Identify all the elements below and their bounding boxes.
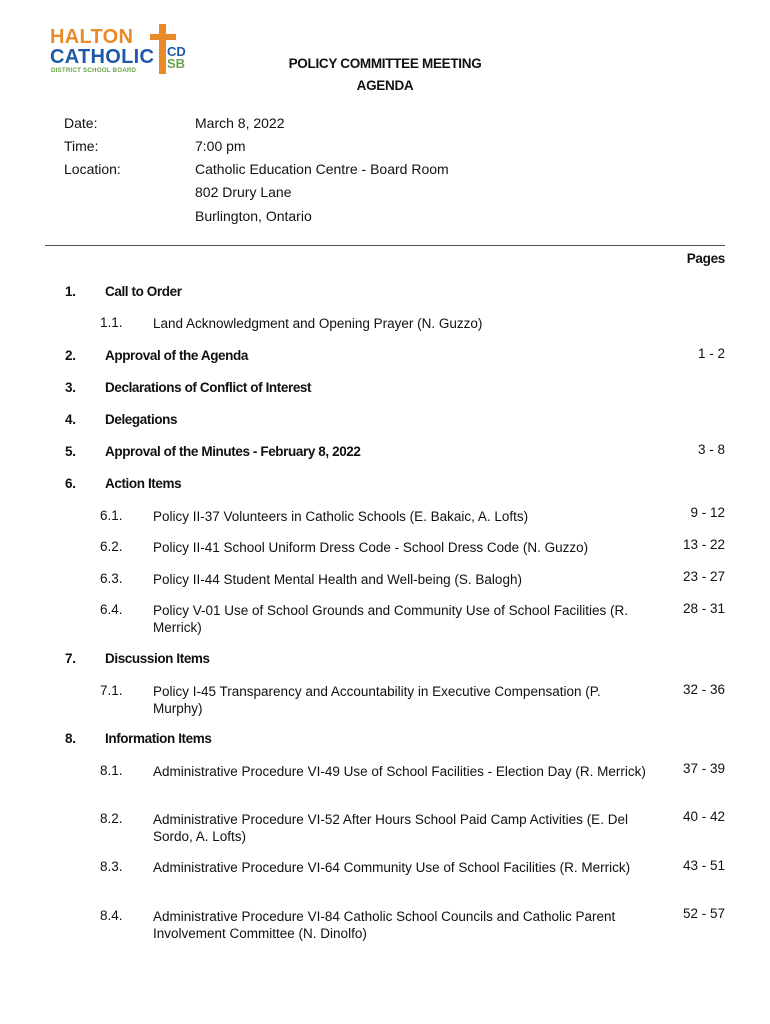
- board-logo: [50, 24, 200, 80]
- page-range: 3 - 8: [697, 442, 725, 457]
- item-title: Administrative Procedure VI-64 Community Use of School Facilities (R. Merrick): [153, 860, 631, 875]
- page-subtitle: AGENDA: [356, 78, 414, 93]
- section-title: Delegations: [105, 412, 178, 427]
- time-label: Time:: [64, 138, 99, 154]
- divider: [45, 245, 725, 246]
- item-title: Administrative Procedure VI-84 Catholic School Councils and Catholic Parent Involvement Committee (N. Dinolfo): [153, 909, 616, 941]
- item-number: 6.4.: [100, 602, 123, 617]
- time-value: 7:00 pm: [195, 138, 246, 154]
- section-number: 5.: [65, 444, 76, 459]
- page-range: 28 - 31: [682, 601, 725, 616]
- page-range: 52 - 57: [682, 906, 725, 921]
- item-title: Administrative Procedure VI-49 Use of School Facilities - Election Day (R. Merrick): [153, 764, 646, 779]
- item-number: 8.3.: [100, 859, 123, 874]
- page-range: 1 - 2: [697, 346, 725, 361]
- location-line: Catholic Education Centre - Board Room: [195, 161, 449, 177]
- location-line: 802 Drury Lane: [195, 184, 292, 200]
- item-title: Administrative Procedure VI-52 After Hours School Paid Camp Activities (E. Del Sordo, A. Lofts): [153, 812, 628, 844]
- item-number: 7.1.: [100, 683, 123, 698]
- logo-line-district: DISTRICT SCHOOL BOARD: [51, 67, 137, 74]
- pages-column-header: Pages: [686, 251, 725, 266]
- logo-mark-sb: SB: [167, 56, 186, 71]
- item-title: Policy V-01 Use of School Grounds and Community Use of School Facilities (R. Merrick): [153, 603, 628, 635]
- section-title: Discussion Items: [105, 651, 210, 666]
- item-title: Policy I-45 Transparency and Accountability in Executive Compensation (P. Murphy): [153, 684, 601, 716]
- section-number: 7.: [65, 651, 76, 666]
- location-line: Burlington, Ontario: [195, 208, 312, 224]
- page-range: 23 - 27: [682, 569, 725, 584]
- location-label: Location:: [64, 161, 121, 177]
- logo-line-catholic: CATHOLIC: [50, 46, 155, 68]
- page-range: 40 - 42: [682, 809, 725, 824]
- item-number: 1.1.: [100, 315, 123, 330]
- item-number: 6.2.: [100, 539, 123, 554]
- section-number: 4.: [65, 412, 76, 427]
- item-number: 8.4.: [100, 908, 123, 923]
- section-title: Call to Order: [105, 284, 182, 299]
- item-number: 6.1.: [100, 508, 123, 523]
- item-title: Policy II-37 Volunteers in Catholic Schools (E. Bakaic, A. Lofts): [153, 509, 529, 524]
- section-title: Declarations of Conflict of Interest: [105, 380, 312, 395]
- item-number: 8.2.: [100, 811, 123, 826]
- section-number: 2.: [65, 348, 76, 363]
- section-number: 8.: [65, 731, 76, 746]
- page-range: 43 - 51: [682, 858, 725, 873]
- section-number: 3.: [65, 380, 76, 395]
- section-title: Action Items: [105, 476, 182, 491]
- logo-mark-cd: CD: [167, 44, 186, 59]
- page-range: 13 - 22: [682, 537, 725, 552]
- item-title: Policy II-41 School Uniform Dress Code - School Dress Code (N. Guzzo): [153, 540, 589, 555]
- page-range: 37 - 39: [682, 761, 725, 776]
- section-title: Information Items: [105, 731, 212, 746]
- page-range: 9 - 12: [690, 505, 725, 520]
- item-title: Land Acknowledgment and Opening Prayer (N. Guzzo): [153, 316, 483, 331]
- item-number: 6.3.: [100, 571, 123, 586]
- item-number: 8.1.: [100, 763, 123, 778]
- cross-bar-icon: [150, 34, 176, 40]
- date-label: Date:: [64, 115, 98, 131]
- section-title: Approval of the Agenda: [105, 348, 248, 363]
- date-value: March 8, 2022: [195, 115, 285, 131]
- page-range: 32 - 36: [682, 682, 725, 697]
- page-title: POLICY COMMITTEE MEETING: [288, 56, 482, 71]
- section-title: Approval of the Minutes - February 8, 2022: [105, 444, 361, 459]
- logo-line-halton: HALTON: [50, 26, 134, 48]
- section-number: 1.: [65, 284, 76, 299]
- item-title: Policy II-44 Student Mental Health and Well-being (S. Balogh): [153, 572, 522, 587]
- section-number: 6.: [65, 476, 76, 491]
